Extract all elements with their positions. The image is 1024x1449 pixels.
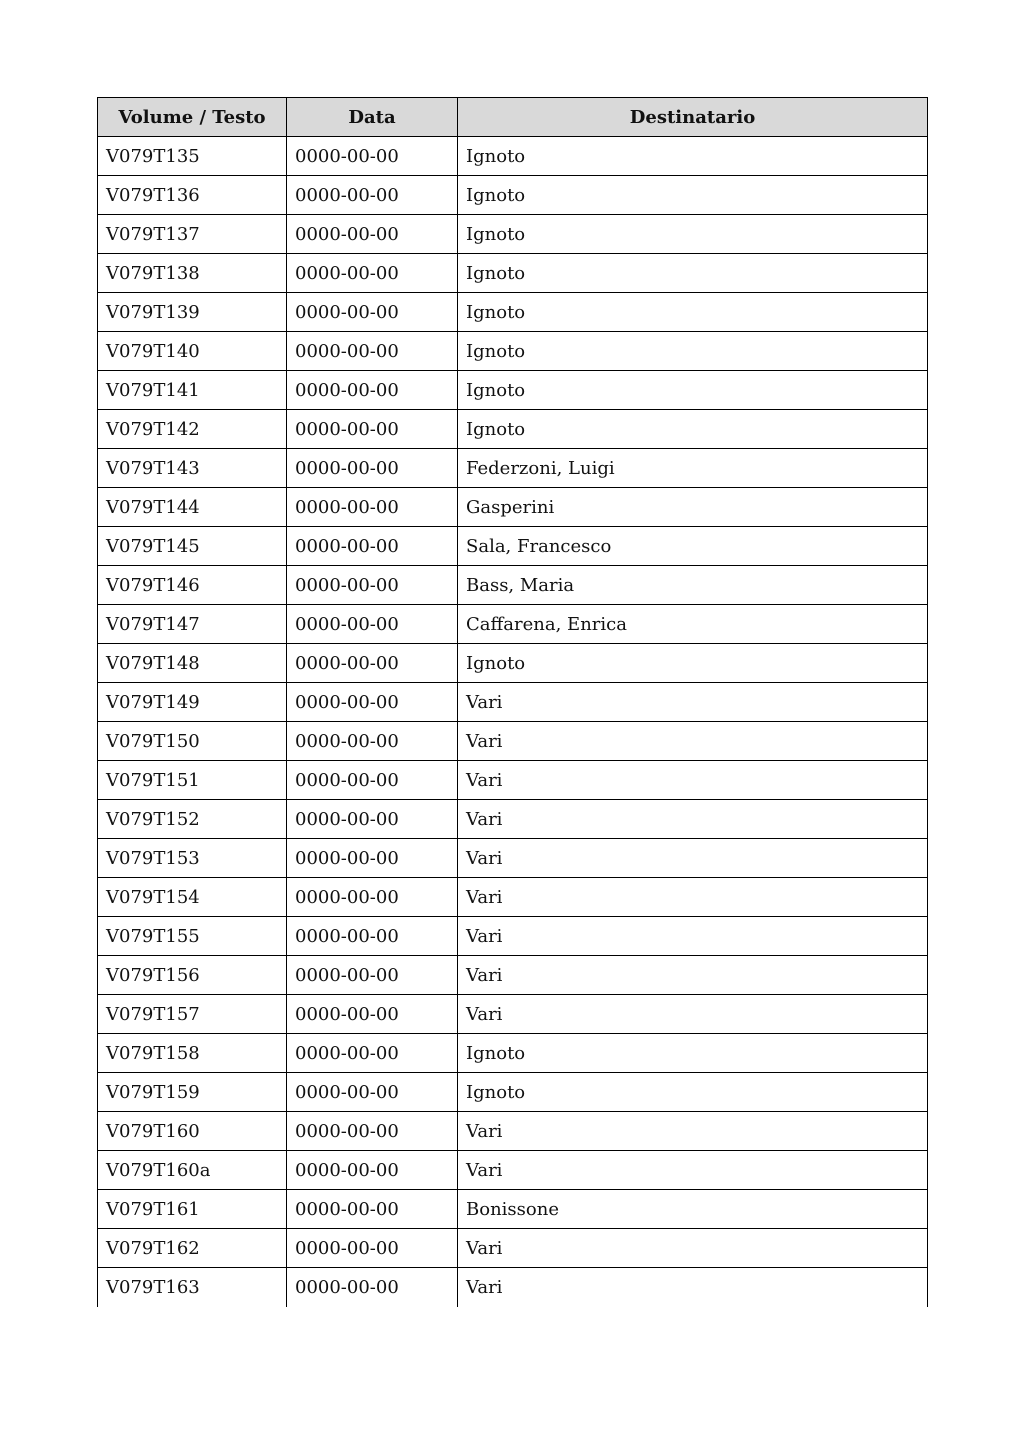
column-header-volume: Volume / Testo <box>98 98 287 137</box>
table-row <box>98 644 928 683</box>
cell-date: 0000-00-00 <box>287 1151 458 1190</box>
cell-date: 0000-00-00 <box>287 1229 458 1268</box>
cell-date: 0000-00-00 <box>287 683 458 722</box>
cell-date: 0000-00-00 <box>287 605 458 644</box>
cell-volume: V079T157 <box>98 995 287 1034</box>
cell-date: 0000-00-00 <box>287 176 458 215</box>
cell-date: 0000-00-00 <box>287 800 458 839</box>
cell-volume: V079T158 <box>98 1034 287 1073</box>
table-row <box>98 410 928 449</box>
cell-recipient: Vari <box>458 839 928 878</box>
cell-volume: V079T153 <box>98 839 287 878</box>
cell-recipient: Ignoto <box>458 410 928 449</box>
cell-volume: V079T139 <box>98 293 287 332</box>
table-row <box>98 722 928 761</box>
cell-recipient: Vari <box>458 722 928 761</box>
table-row <box>98 332 928 371</box>
cell-volume: V079T156 <box>98 956 287 995</box>
cell-recipient: Vari <box>458 995 928 1034</box>
cell-recipient: Vari <box>458 683 928 722</box>
cell-date: 0000-00-00 <box>287 995 458 1034</box>
letters-table <box>97 97 928 1307</box>
table-row <box>98 449 928 488</box>
cell-volume: V079T142 <box>98 410 287 449</box>
table-row <box>98 1151 928 1190</box>
cell-date: 0000-00-00 <box>287 371 458 410</box>
cell-recipient: Vari <box>458 1151 928 1190</box>
cell-date: 0000-00-00 <box>287 137 458 176</box>
table-body <box>98 137 928 1307</box>
cell-recipient: Bonissone <box>458 1190 928 1229</box>
cell-volume: V079T162 <box>98 1229 287 1268</box>
table-row <box>98 293 928 332</box>
header-row <box>98 98 928 137</box>
table-row <box>98 176 928 215</box>
cell-volume: V079T144 <box>98 488 287 527</box>
cell-recipient: Ignoto <box>458 215 928 254</box>
cell-recipient: Vari <box>458 917 928 956</box>
table-row <box>98 215 928 254</box>
cell-volume: V079T150 <box>98 722 287 761</box>
cell-date: 0000-00-00 <box>287 917 458 956</box>
table-row <box>98 1073 928 1112</box>
cell-date: 0000-00-00 <box>287 254 458 293</box>
cell-volume: V079T160a <box>98 1151 287 1190</box>
cell-date: 0000-00-00 <box>287 1112 458 1151</box>
cell-date: 0000-00-00 <box>287 293 458 332</box>
cell-volume: V079T145 <box>98 527 287 566</box>
cell-date: 0000-00-00 <box>287 839 458 878</box>
cell-date: 0000-00-00 <box>287 956 458 995</box>
column-header-date: Data <box>287 98 458 137</box>
cell-date: 0000-00-00 <box>287 332 458 371</box>
cell-recipient: Vari <box>458 761 928 800</box>
cell-volume: V079T141 <box>98 371 287 410</box>
cell-recipient: Ignoto <box>458 1073 928 1112</box>
cell-volume: V079T143 <box>98 449 287 488</box>
cell-recipient: Sala, Francesco <box>458 527 928 566</box>
table-row <box>98 254 928 293</box>
cell-date: 0000-00-00 <box>287 878 458 917</box>
table-row <box>98 488 928 527</box>
table-row <box>98 878 928 917</box>
cell-recipient: Gasperini <box>458 488 928 527</box>
table-row <box>98 917 928 956</box>
cell-volume: V079T136 <box>98 176 287 215</box>
cell-recipient: Caffarena, Enrica <box>458 605 928 644</box>
cell-recipient: Ignoto <box>458 176 928 215</box>
cell-recipient: Ignoto <box>458 332 928 371</box>
cell-volume: V079T148 <box>98 644 287 683</box>
cell-date: 0000-00-00 <box>287 1190 458 1229</box>
table-row <box>98 839 928 878</box>
table-row <box>98 1268 928 1307</box>
table-row <box>98 371 928 410</box>
table-row <box>98 566 928 605</box>
cell-recipient: Vari <box>458 1112 928 1151</box>
cell-recipient: Ignoto <box>458 371 928 410</box>
cell-date: 0000-00-00 <box>287 761 458 800</box>
cell-recipient: Ignoto <box>458 293 928 332</box>
cell-volume: V079T161 <box>98 1190 287 1229</box>
cell-date: 0000-00-00 <box>287 410 458 449</box>
cell-date: 0000-00-00 <box>287 1034 458 1073</box>
table-row <box>98 605 928 644</box>
cell-date: 0000-00-00 <box>287 1268 458 1307</box>
cell-recipient: Vari <box>458 1268 928 1307</box>
cell-volume: V079T135 <box>98 137 287 176</box>
cell-date: 0000-00-00 <box>287 449 458 488</box>
cell-recipient: Ignoto <box>458 254 928 293</box>
cell-recipient: Vari <box>458 878 928 917</box>
cell-volume: V079T146 <box>98 566 287 605</box>
table-row <box>98 1229 928 1268</box>
cell-volume: V079T137 <box>98 215 287 254</box>
cell-volume: V079T149 <box>98 683 287 722</box>
cell-volume: V079T163 <box>98 1268 287 1307</box>
cell-volume: V079T138 <box>98 254 287 293</box>
cell-recipient: Vari <box>458 1229 928 1268</box>
cell-recipient: Ignoto <box>458 644 928 683</box>
cell-volume: V079T147 <box>98 605 287 644</box>
table-row <box>98 527 928 566</box>
cell-date: 0000-00-00 <box>287 722 458 761</box>
table-row <box>98 1034 928 1073</box>
cell-volume: V079T160 <box>98 1112 287 1151</box>
cell-volume: V079T155 <box>98 917 287 956</box>
column-header-recipient: Destinatario <box>458 98 928 137</box>
cell-recipient: Ignoto <box>458 1034 928 1073</box>
cell-date: 0000-00-00 <box>287 215 458 254</box>
cell-volume: V079T152 <box>98 800 287 839</box>
cell-date: 0000-00-00 <box>287 644 458 683</box>
cell-volume: V079T151 <box>98 761 287 800</box>
cell-recipient: Bass, Maria <box>458 566 928 605</box>
table-row <box>98 956 928 995</box>
table-header <box>98 98 928 137</box>
table-row <box>98 683 928 722</box>
cell-volume: V079T154 <box>98 878 287 917</box>
cell-recipient: Ignoto <box>458 137 928 176</box>
cell-volume: V079T159 <box>98 1073 287 1112</box>
cell-date: 0000-00-00 <box>287 1073 458 1112</box>
cell-recipient: Vari <box>458 956 928 995</box>
table-row <box>98 1190 928 1229</box>
cell-date: 0000-00-00 <box>287 488 458 527</box>
cell-recipient: Vari <box>458 800 928 839</box>
cell-recipient: Federzoni, Luigi <box>458 449 928 488</box>
table-row <box>98 995 928 1034</box>
cell-date: 0000-00-00 <box>287 527 458 566</box>
cell-date: 0000-00-00 <box>287 566 458 605</box>
cell-volume: V079T140 <box>98 332 287 371</box>
table-row <box>98 800 928 839</box>
table-row <box>98 137 928 176</box>
table-row <box>98 1112 928 1151</box>
table-row <box>98 761 928 800</box>
